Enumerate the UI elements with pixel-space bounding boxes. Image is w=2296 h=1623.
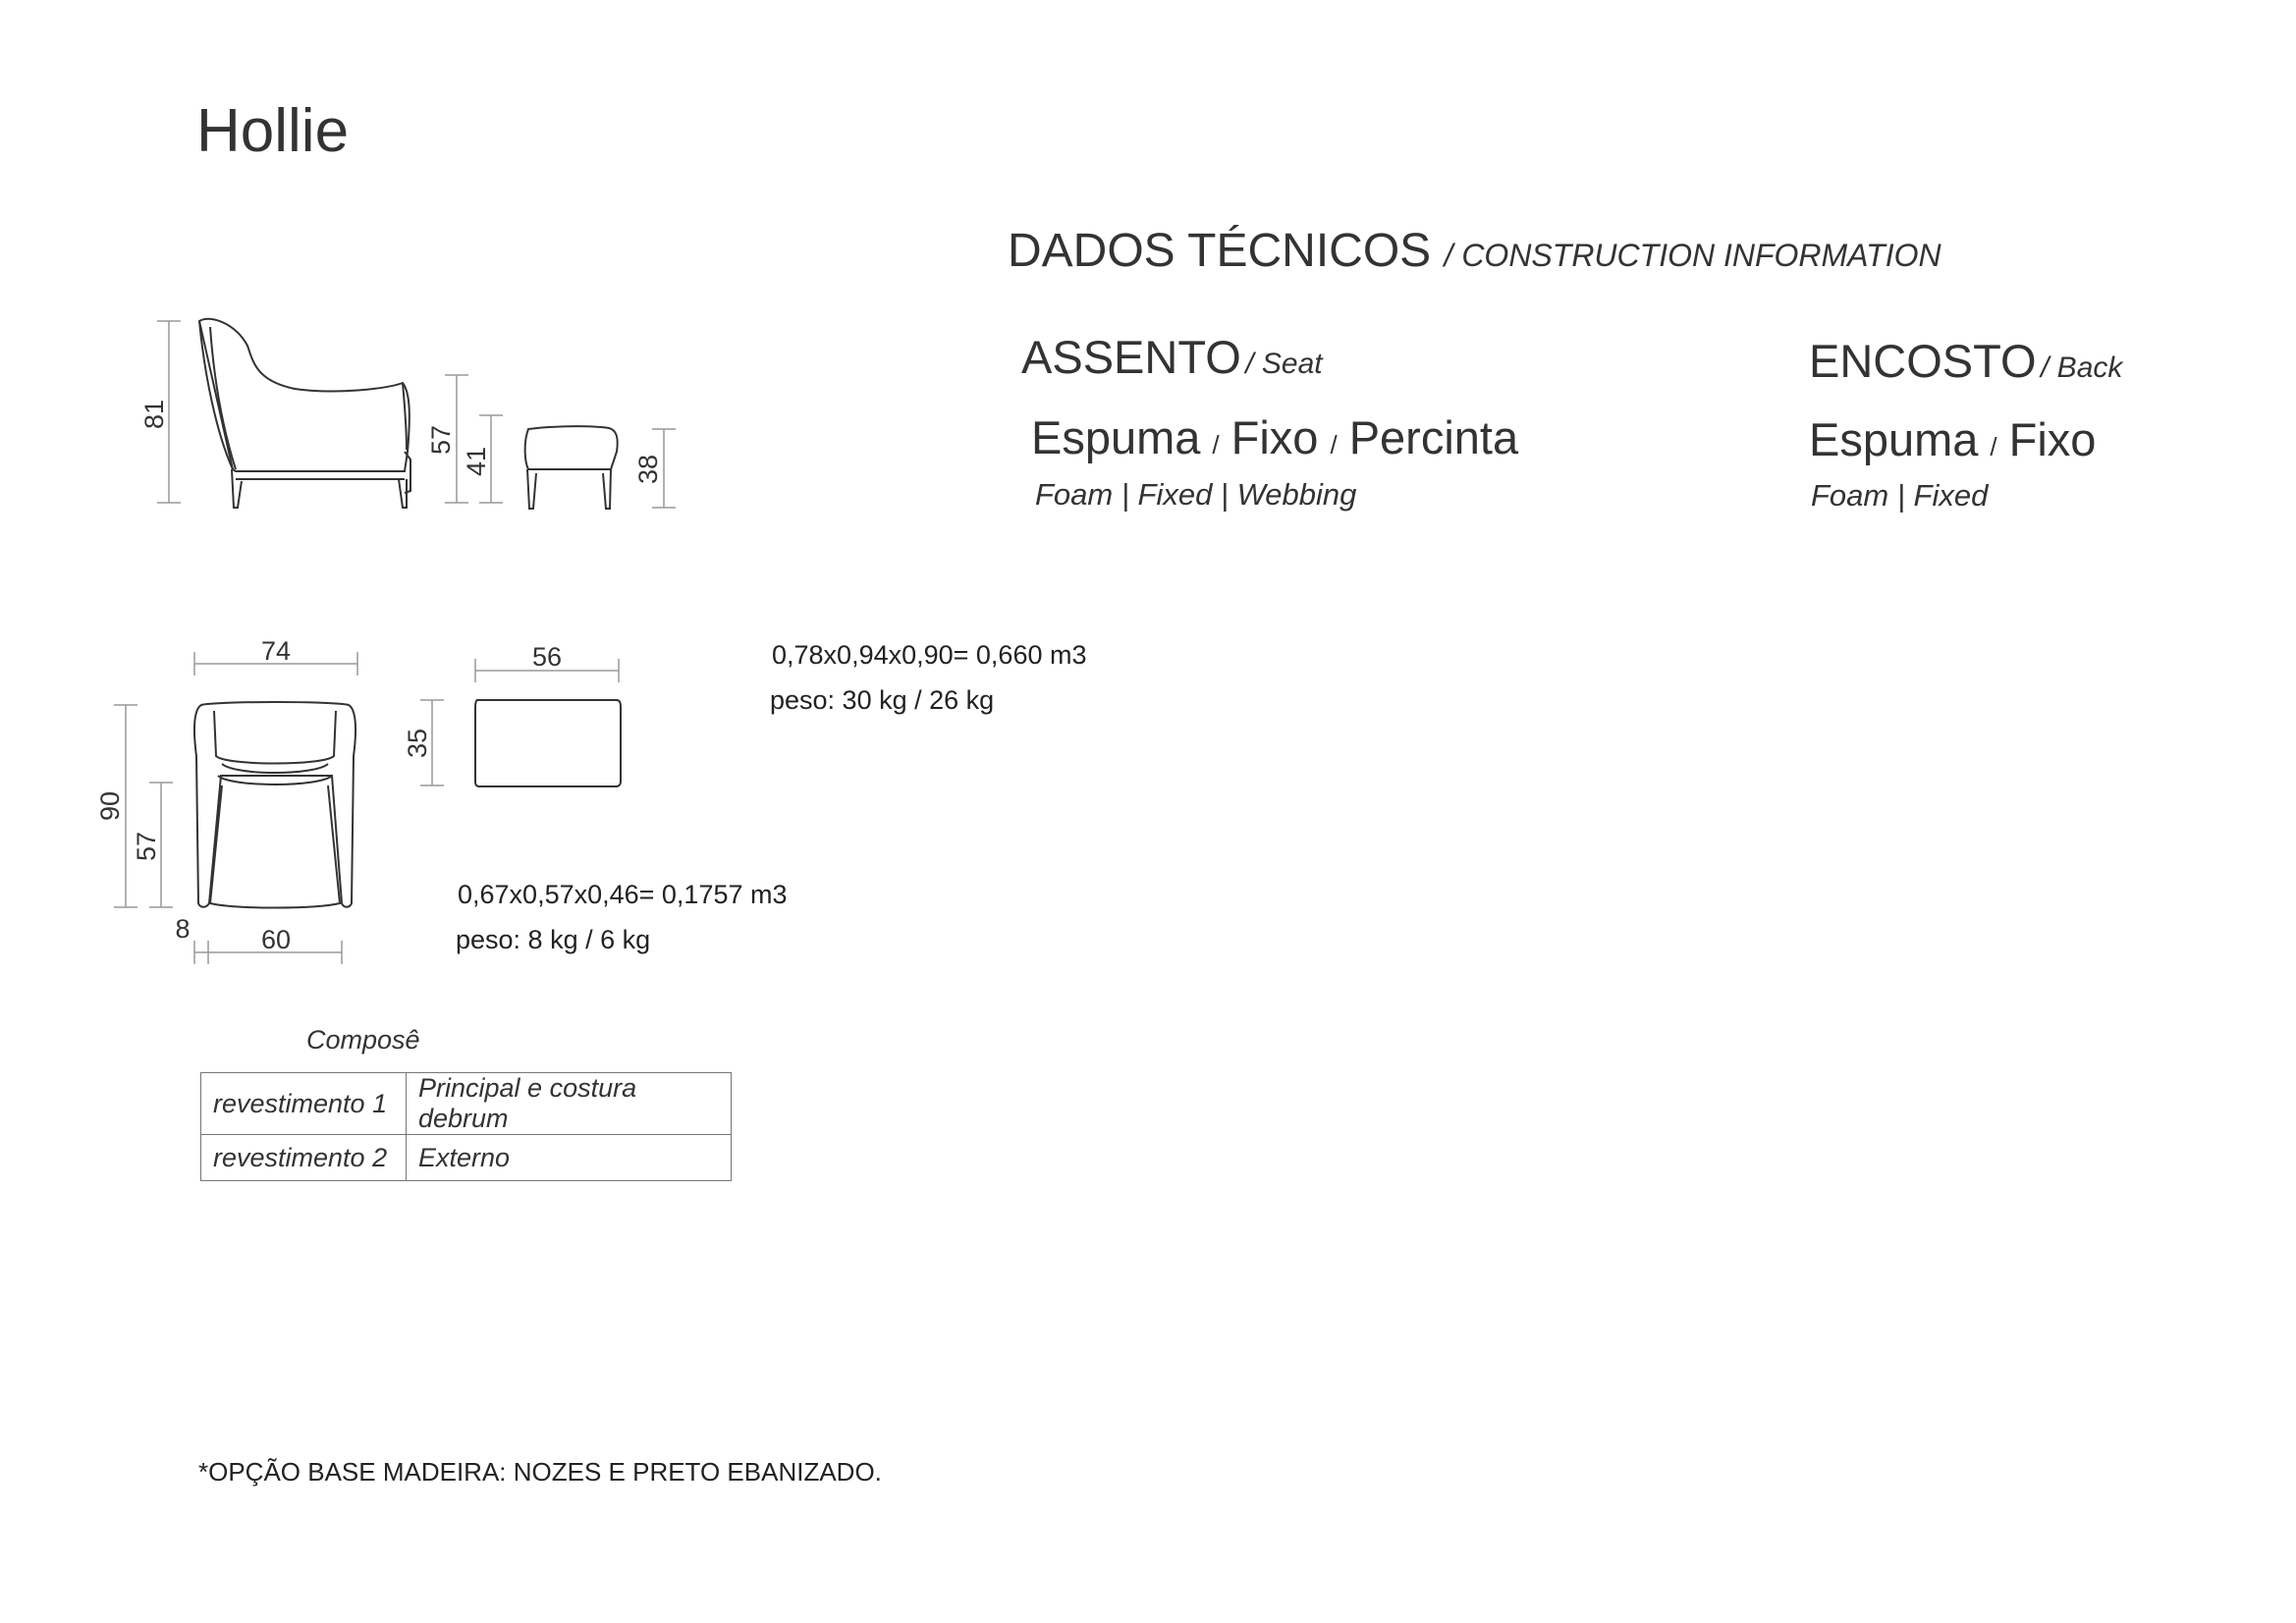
armchair-volume: 0,78x0,94x0,90= 0,660 m3 — [772, 640, 1087, 670]
seat-material: Espuma — [1031, 411, 1201, 463]
technical-heading-pt: DADOS TÉCNICOS — [1008, 225, 1432, 277]
dim-ottoman-width: 56 — [531, 642, 563, 672]
table-cell-code: revestimento 1 — [201, 1073, 407, 1135]
footnote: *OPÇÃO BASE MADEIRA: NOZES E PRETO EBANIZADO. — [198, 1457, 882, 1487]
ottoman-side-view — [525, 426, 618, 509]
dim-top-depth: 90 — [95, 790, 125, 822]
dim-top-inner-width: 60 — [260, 925, 292, 954]
armchair-weight: peso: 30 kg / 26 kg — [770, 685, 995, 715]
back-material: Fixo — [2008, 413, 2097, 465]
side-dimension-lines — [157, 321, 676, 508]
back-heading-pt: ENCOSTO — [1809, 335, 2037, 387]
seat-heading-pt: ASSENTO — [1021, 331, 1241, 383]
dim-arm-height: 41 — [462, 446, 491, 477]
product-title: Hollie — [196, 97, 350, 165]
ottoman-top-view — [475, 700, 621, 786]
table-cell-description: Externo — [407, 1135, 732, 1181]
back-materials-en: Foam | Fixed — [1811, 478, 1989, 513]
composition-table — [200, 1072, 732, 1181]
dim-top-width: 74 — [260, 636, 292, 666]
dim-ottoman-depth: 35 — [403, 728, 432, 759]
dim-top-offset: 8 — [175, 914, 191, 944]
material-separator: / — [1330, 430, 1338, 460]
dim-side-height: 81 — [139, 399, 169, 430]
technical-heading-en: / CONSTRUCTION INFORMATION — [1444, 238, 1941, 273]
armchair-side-view — [199, 319, 410, 508]
back-heading-en: / Back — [2041, 352, 2123, 384]
back-material: Espuma — [1809, 413, 1979, 465]
ottoman-volume: 0,67x0,57x0,46= 0,1757 m3 — [458, 880, 788, 909]
dim-seat-height: 57 — [426, 424, 456, 456]
table-row — [201, 1135, 732, 1181]
material-separator: / — [1990, 432, 1997, 461]
seat-material: Fixo — [1230, 411, 1319, 463]
material-separator: / — [1212, 430, 1220, 460]
composition-caption: Composê — [306, 1025, 420, 1055]
dim-ottoman-height: 38 — [633, 454, 663, 485]
table-row — [201, 1073, 732, 1135]
ottoman-weight: peso: 8 kg / 6 kg — [456, 925, 651, 954]
seat-material: Percinta — [1348, 411, 1519, 463]
dim-top-seat-depth: 57 — [132, 831, 161, 862]
table-cell-description: Principal e costura debrum — [407, 1073, 732, 1135]
table-cell-code: revestimento 2 — [201, 1135, 407, 1181]
seat-heading-en: / Seat — [1245, 348, 1323, 380]
seat-materials-en: Foam | Fixed | Webbing — [1035, 477, 1357, 512]
armchair-top-view — [194, 702, 355, 908]
